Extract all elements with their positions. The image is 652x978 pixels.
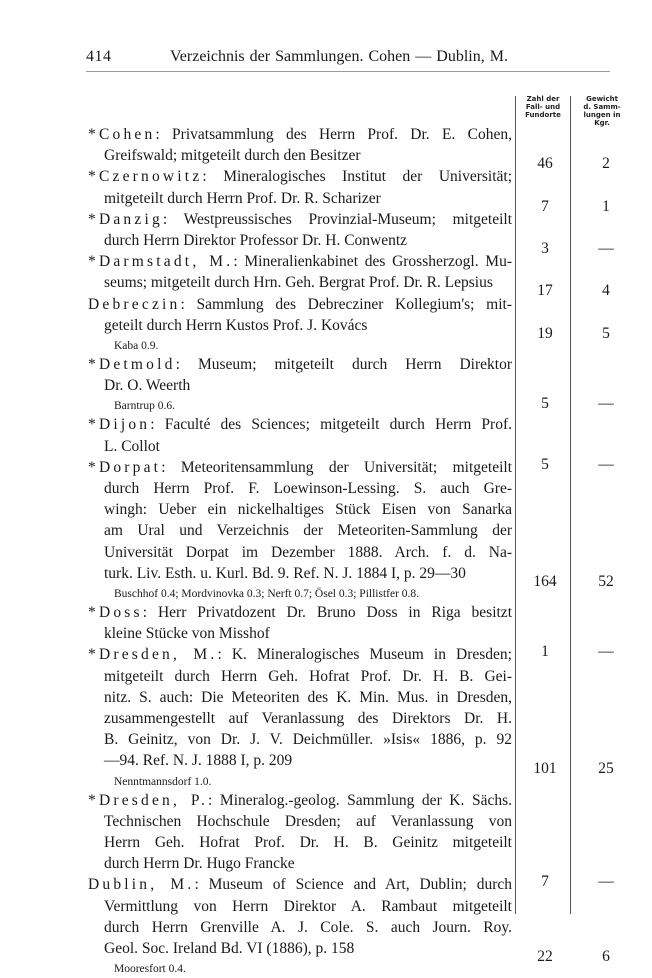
column-header-gewicht-line: Gewicht — [586, 95, 618, 103]
entry-text: geteilt durch Herrn Kustos Prof. J. Kovács — [104, 316, 368, 334]
entry-fall-count: 22 — [537, 948, 553, 965]
entry-place: *Darmstadt, M. — [88, 253, 234, 271]
entry-text: —94. Ref. N. J. 1888 I, p. 209 — [104, 752, 293, 770]
entry-text: : Mineralogisches Institut der Universität; — [202, 168, 512, 186]
column-divider-right — [570, 96, 571, 914]
entry-text: Dr. O. Weerth — [104, 377, 191, 395]
entry-text: Technischen Hochschule Dresden; auf Veranlassung von — [104, 812, 512, 830]
entry-text: : K. Mineralogisches Museum in Dresden; — [217, 646, 512, 664]
entry-place: Debreczin — [88, 295, 181, 313]
entry-place: *Dresden, P. — [88, 791, 209, 809]
entry-weight: 4 — [602, 282, 610, 300]
entry-fall-count: 17 — [537, 282, 553, 300]
entry-text: nitz. S. auch: Die Meteoriten des K. Min. Mus. in Dresden, — [104, 688, 512, 706]
entry-text: zusammengestellt auf Veranlassung des Direktors Dr. H. — [104, 710, 512, 727]
entry-text: am Ural und Verzeichnis der Meteoriten-Sammlung der — [104, 522, 512, 540]
entry-place: *Dorpat — [88, 458, 162, 476]
entry-localities: Barntrup 0.6. — [114, 400, 176, 413]
entry-fall-count: 164 — [533, 572, 557, 590]
entry-weight: 5 — [602, 324, 610, 342]
entry-text: mitgeteilt durch Herrn Prof. Dr. R. Scharizer — [104, 189, 381, 207]
entry-text: durch Herrn Dr. Hugo Francke — [104, 855, 295, 873]
entry-first-line — [88, 253, 512, 271]
entry-place: *Detmold — [88, 356, 176, 373]
entry-fall-count: 7 — [541, 873, 549, 891]
entry-place: *Dresden, M. — [88, 646, 218, 664]
entry-localities: Mooresfort 0.4. — [114, 963, 186, 976]
entry-first-line — [88, 126, 512, 144]
entry-fall-count: 5 — [541, 395, 549, 413]
entry-localities: Nenntmannsdorf 1.0. — [114, 775, 212, 788]
entry-first-line — [88, 876, 512, 894]
column-header-gewicht — [572, 95, 632, 127]
entry-weight: — — [598, 873, 614, 891]
entry-first-line — [88, 168, 512, 186]
entry-first-line — [88, 646, 512, 664]
entry-text: : Privatsammlung des Herrn Prof. Dr. E. Cohen, — [155, 126, 512, 143]
header-rule — [86, 71, 610, 72]
column-header-fall-line: Fundorte — [525, 111, 561, 119]
entry-fall-count: 101 — [533, 760, 557, 778]
column-header-gewicht-line: d. Samm- — [583, 103, 621, 111]
entry-place: *Cohen — [88, 126, 156, 143]
entry-weight: 1 — [602, 197, 610, 215]
entry-text: Greifswald; mitgeteilt durch den Besitzer — [104, 147, 361, 165]
entry-text: seums; mitgeteilt durch Hrn. Geh. Bergrat Prof. Dr. R. Lepsius — [104, 274, 493, 292]
entry-text: : Faculté des Sciences; mitgeteilt durch Herrn Prof. — [150, 416, 512, 434]
entry-fall-count: 19 — [537, 324, 553, 342]
entry-text: Vermittlung von Herrn Direktor A. Rambaut mitgeteilt — [104, 897, 512, 915]
entry-localities: Buschhof 0.4; Mordvinovka 0.3; Nerft 0.7; Ösel 0.3; Pillistfer 0.8. — [114, 588, 420, 600]
entry-fall-count: 3 — [541, 240, 549, 257]
entry-text: : Herr Privatdozent Dr. Bruno Doss in Riga besitzt — [142, 604, 512, 621]
entry-text: Herrn Geh. Hofrat Prof. Dr. H. B. Geinitz mitgeteilt — [104, 834, 512, 851]
entry-place: Dublin, M. — [88, 876, 195, 894]
entry-weight: — — [598, 643, 614, 661]
entry-first-line — [88, 604, 512, 622]
entry-place: *Czernowitz — [88, 168, 203, 186]
entry-weight: 25 — [598, 760, 614, 778]
entry-text: Geol. Soc. Ireland Bd. VI (1886), p. 158 — [104, 940, 355, 957]
entry-text: : Museum; mitgeteilt durch Herrn Direktor — [175, 356, 512, 373]
entry-first-line — [88, 356, 512, 374]
entry-weight: — — [598, 395, 614, 413]
entry-text: wingh: Ueber ein nickelhaltiges Stück Eisen von Sanarka — [104, 501, 512, 519]
entry-text: durch Herrn Grenville A. J. Cole. S. auch Journ. Roy. — [104, 918, 512, 936]
column-header-fall-line: Fall- und — [525, 103, 561, 111]
entry-text: : Museum of Science and Art, Dublin; durch — [194, 876, 512, 894]
column-divider-left — [515, 96, 516, 914]
column-header-gewicht-line: Kgr. — [594, 119, 610, 127]
entry-text: : Meteoritensammlung der Universität; mitgeteilt — [161, 458, 512, 476]
entry-text: durch Herrn Prof. F. Loewinson-Lessing. S. auch Gre- — [104, 480, 512, 497]
entry-text: Universität Dorpat im Dezember 1888. Arch. f. d. Na- — [104, 543, 512, 561]
entry-fall-count: 46 — [537, 155, 553, 173]
entry-weight: 6 — [602, 948, 610, 965]
entry-text: : Mineralienkabinet des Grossherzogl. Mu- — [233, 253, 512, 271]
entry-first-line — [88, 459, 512, 477]
entry-fall-count: 1 — [541, 643, 549, 661]
entry-first-line — [88, 211, 512, 229]
entry-text: turk. Liv. Esth. u. Kurl. Bd. 9. Ref. N. J. 1884 I, p. 29—30 — [104, 564, 466, 582]
entry-weight: 52 — [598, 572, 614, 590]
entry-text: durch Herrn Direktor Professor Dr. H. Conwentz — [104, 232, 408, 249]
running-title: Verzeichnis der Sammlungen. Cohen — Dublin, M. — [170, 48, 508, 65]
column-header-fall-line: Zahl der — [526, 95, 560, 103]
entry-text: B. Geinitz, von Dr. J. V. Deichmüller. »Isis« 1886, p. 92 — [104, 731, 512, 749]
entry-first-line — [88, 296, 512, 314]
entry-weight: — — [598, 455, 614, 473]
page-number: 414 — [86, 48, 112, 65]
entry-text: : Mineralog.-geolog. Sammlung der K. Sächs. — [208, 791, 512, 809]
entry-text: : Sammlung des Debrecziner Kollegium's; mit- — [180, 295, 512, 313]
column-header-gewicht-line: lungen in — [583, 111, 621, 119]
entry-first-line — [88, 416, 512, 434]
entry-localities: Kaba 0.9. — [114, 340, 159, 352]
entry-fall-count: 5 — [541, 455, 549, 473]
column-header-fall — [517, 95, 569, 119]
entry-place: *Danzig — [88, 210, 163, 228]
entry-text: kleine Stücke von Misshof — [104, 625, 270, 643]
entry-place: *Dijon — [88, 416, 151, 434]
entry-first-line — [88, 792, 512, 810]
entry-place: *Doss — [88, 604, 143, 621]
entry-weight: 2 — [602, 155, 610, 173]
entry-fall-count: 7 — [541, 197, 549, 215]
entry-text: L. Collot — [104, 437, 160, 455]
entry-weight: — — [598, 240, 614, 257]
entry-text: mitgeteilt durch Herrn Geh. Hofrat Prof. Dr. H. B. Gei- — [104, 667, 512, 685]
entry-text: : Westpreussisches Provinzial-Museum; mitgeteilt — [162, 210, 512, 228]
